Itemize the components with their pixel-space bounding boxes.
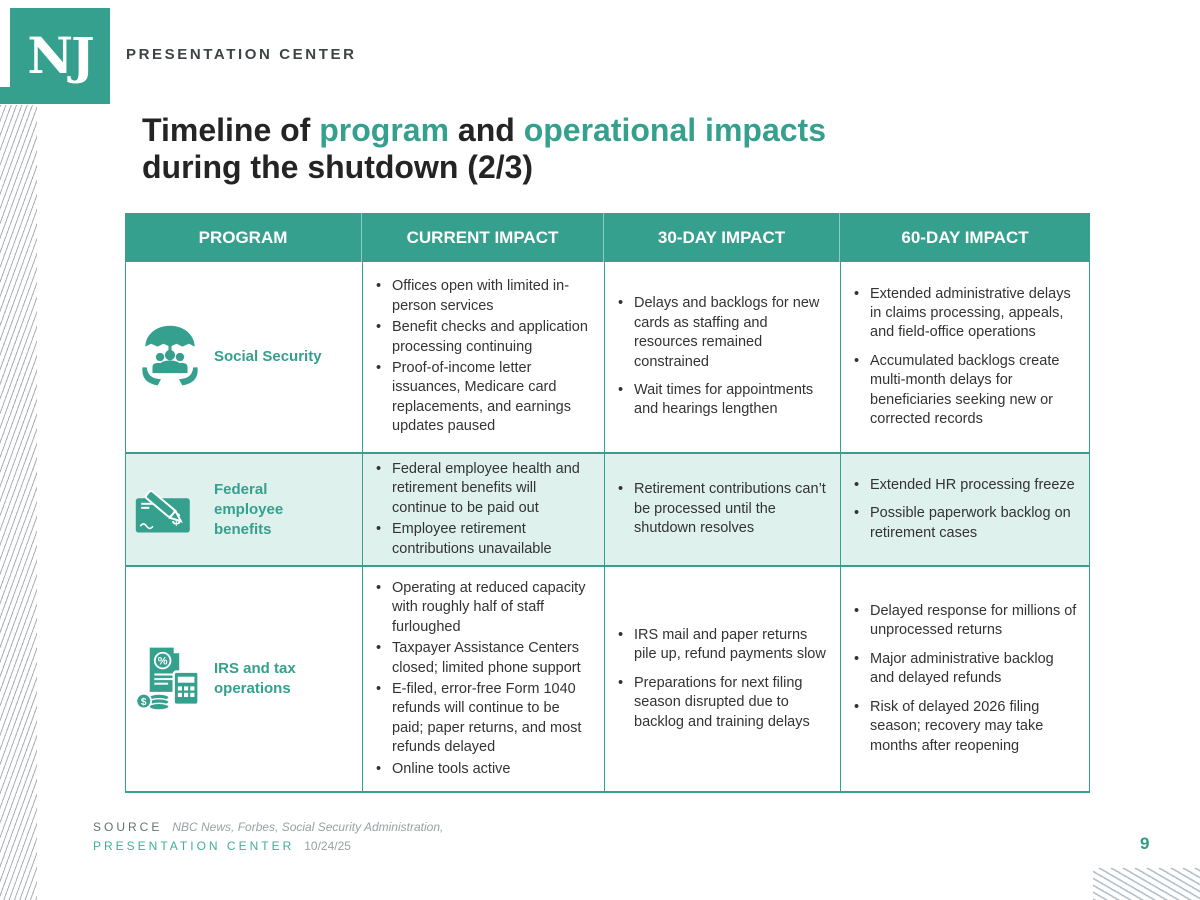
30-day-impact-cell — [604, 567, 840, 791]
bullet-list — [371, 579, 594, 779]
bullet-item: • Employee retirement contributions unavailable — [371, 520, 594, 559]
bullet-item: • IRS mail and paper returns pile up, refund payments slow — [613, 626, 830, 665]
impact-table — [125, 213, 1090, 793]
program-label: IRS and tax operations — [214, 660, 296, 697]
bullet-item: • Proof-of-income letter issuances, Medicare card replacements, and earnings updates paused — [371, 359, 594, 437]
svg-text:$: $ — [140, 696, 147, 708]
bullet-list — [613, 294, 830, 419]
bullet-list — [849, 476, 1081, 543]
page-number: 9 — [1140, 834, 1150, 853]
footer-brand: PRESENTATION CENTER — [93, 839, 295, 853]
bullet-item: • Possible paperwork backlog on retirement cases — [849, 504, 1081, 543]
current-impact-cell — [362, 567, 604, 791]
brand-name: PRESENTATION CENTER — [126, 46, 357, 63]
bullet-item: • Benefit checks and application processing continuing — [371, 318, 594, 357]
nj-logo — [10, 8, 110, 104]
title-accent-text: operational impacts — [523, 112, 826, 148]
slide-title-line2: during the shutdown (2/3) — [142, 149, 534, 185]
source-text: NBC News, Forbes, Social Security Administration, — [172, 820, 444, 834]
bullet-item: • Delays and backlogs for new cards as staffing and resources remained constrained — [613, 294, 830, 372]
col-header-current-impact: CURRENT IMPACT — [361, 213, 603, 262]
source-footer — [93, 820, 443, 858]
svg-text:%: % — [157, 655, 168, 668]
bullet-item: • Preparations for next filing season disrupted due to backlog and training delays — [613, 674, 830, 732]
corner-hatch-decoration — [1093, 868, 1200, 900]
source-line — [93, 820, 443, 834]
bullet-list — [613, 480, 830, 538]
bullet-item: • Risk of delayed 2026 filing season; recovery may take months after reopening — [849, 698, 1081, 756]
table-row — [125, 452, 1090, 565]
bullet-item: • Accumulated backlogs create multi-month delays for beneficiaries seeking new or corrected records — [849, 352, 1081, 430]
60-day-impact-cell — [840, 567, 1091, 791]
source-label: SOURCE — [93, 820, 163, 834]
60-day-impact-cell — [840, 262, 1091, 452]
bullet-list — [613, 626, 830, 732]
current-impact-cell — [362, 454, 604, 565]
check-and-pen-icon — [134, 481, 206, 539]
col-header-program: PROGRAM — [198, 227, 288, 247]
table-header-row — [125, 213, 1090, 262]
title-text: and — [449, 112, 524, 148]
col-header-60-day-impact: 60-DAY IMPACT — [839, 213, 1090, 262]
title-text: Timeline of — [142, 112, 320, 148]
program-cell-irs-and-tax-operations — [126, 567, 362, 791]
footer-brand-line — [93, 839, 443, 853]
30-day-impact-cell — [604, 454, 840, 565]
title-accent-text: program — [319, 112, 450, 148]
current-impact-cell — [362, 262, 604, 452]
bullet-item: • Extended administrative delays in claims processing, appeals, and field-office operations — [849, 285, 1081, 343]
bullet-item: • Operating at reduced capacity with roughly half of staff furloughed — [371, 579, 594, 637]
nj-logo-text: NJ — [27, 26, 93, 85]
program-label: Social Security — [214, 348, 322, 365]
program-label: Federal employee benefits — [214, 480, 284, 538]
bullet-list — [371, 460, 594, 559]
bullet-item: • Major administrative backlog and delayed refunds — [849, 650, 1081, 689]
bullet-item: • Taxpayer Assistance Centers closed; limited phone support — [371, 639, 594, 678]
program-cell-social-security — [126, 262, 362, 452]
bullet-item: • Offices open with limited in-person services — [371, 277, 594, 316]
slide-title-line1 — [142, 112, 1042, 149]
bullet-item: • Delayed response for millions of unprocessed returns — [849, 602, 1081, 641]
slide-title — [142, 112, 1042, 186]
tax-document-calculator-coins-icon — [134, 643, 206, 715]
bullet-item: • Online tools active — [371, 760, 594, 779]
bullet-item: • Retirement contributions can’t be processed until the shutdown resolves — [613, 480, 830, 538]
bullet-item: • Wait times for appointments and hearings lengthen — [613, 381, 830, 420]
bullet-item: • Extended HR processing freeze — [849, 476, 1081, 495]
program-cell-federal-employee-benefits — [126, 454, 362, 565]
bullet-list — [849, 285, 1081, 430]
bullet-list — [849, 602, 1081, 756]
left-hatch-decoration — [0, 105, 37, 900]
bullet-item: • E-filed, error-free Form 1040 refunds will continue to be paid; paper returns, and most refunds delayed — [371, 680, 594, 758]
table-row — [125, 565, 1090, 793]
bullet-list — [371, 277, 594, 436]
footer-date: 10/24/25 — [304, 839, 351, 853]
col-header-30-day-impact: 30-DAY IMPACT — [603, 213, 839, 262]
30-day-impact-cell — [604, 262, 840, 452]
umbrella-people-hands-icon — [134, 320, 206, 394]
60-day-impact-cell — [840, 454, 1091, 565]
bullet-item: • Federal employee health and retirement benefits will continue to be paid out — [371, 460, 594, 518]
table-row — [125, 262, 1090, 452]
